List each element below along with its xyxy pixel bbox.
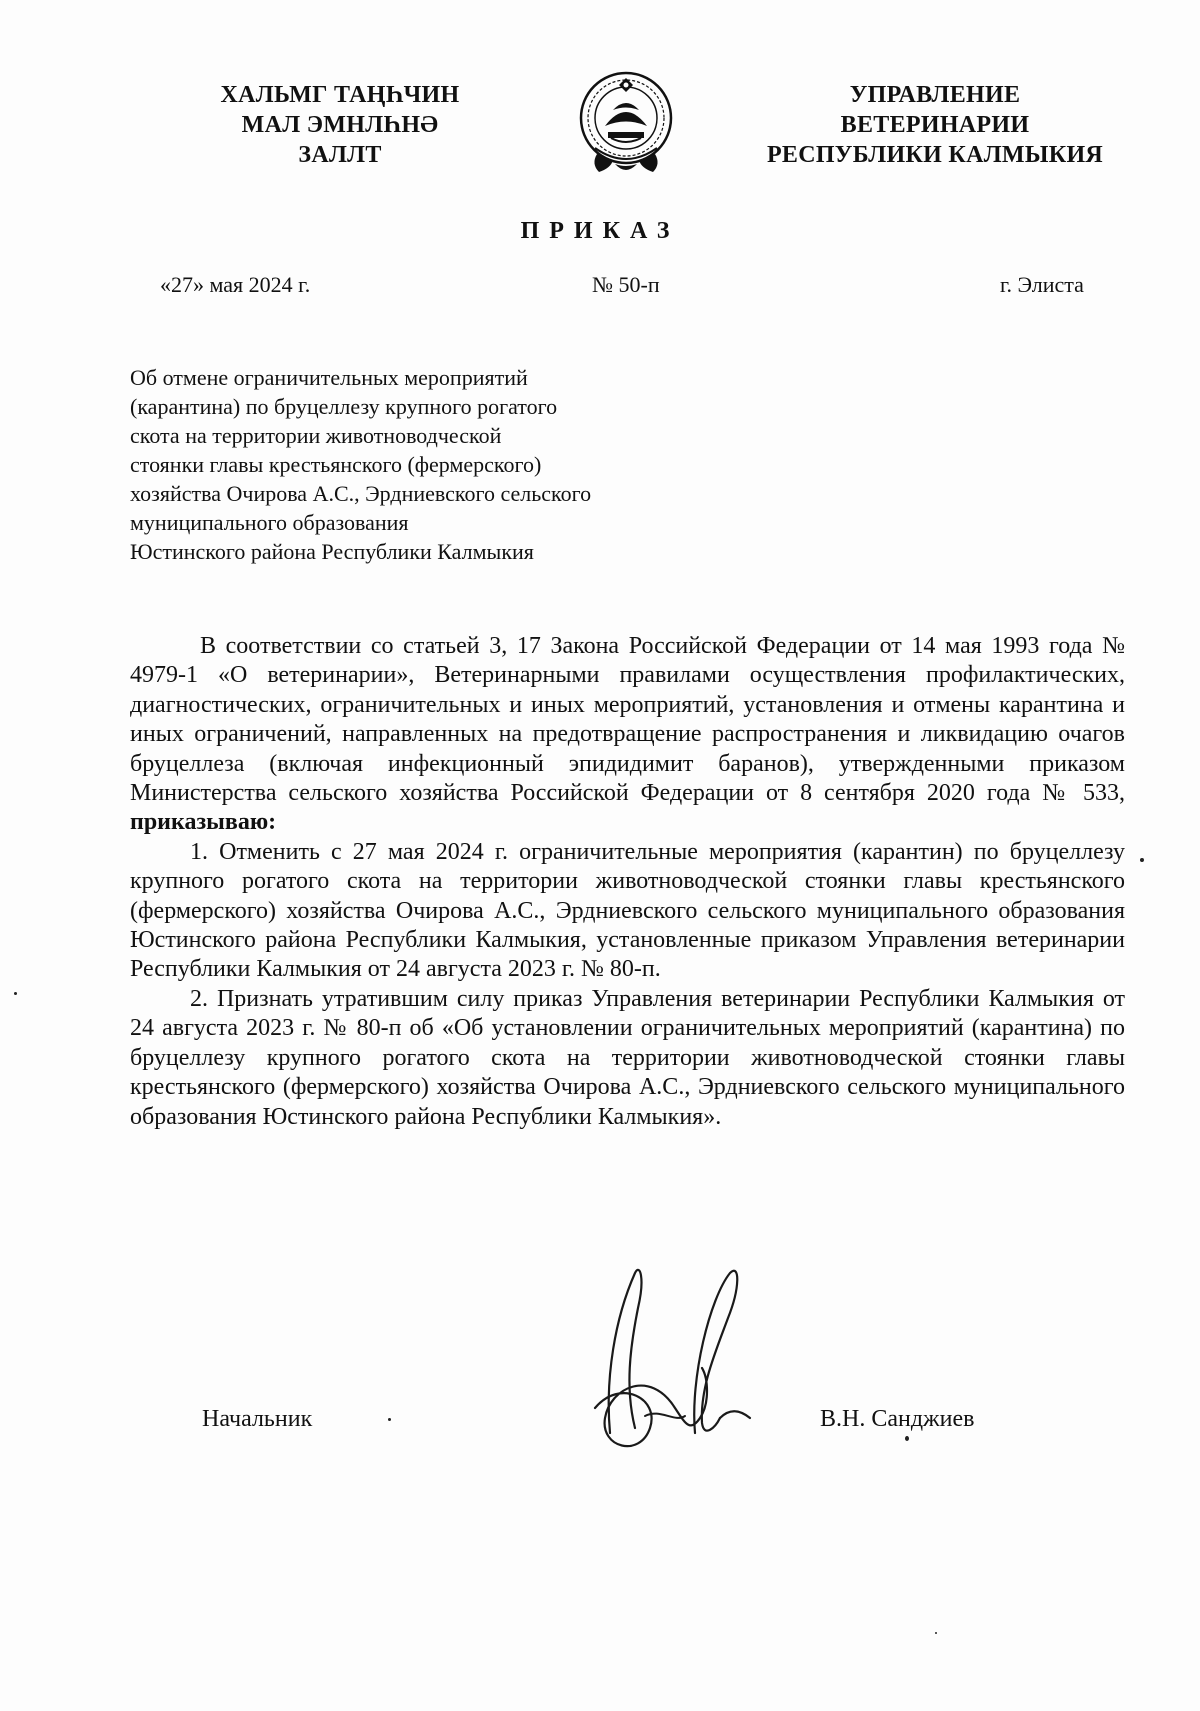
handwritten-signature (590, 1258, 780, 1468)
order-title: ПРИКАЗ (520, 218, 680, 244)
header-left-line: ЗАЛЛТ (298, 142, 382, 168)
subject-line: стоянки главы крестьянского (фермерского) (130, 452, 542, 477)
order-number: № 50-п (592, 272, 660, 297)
order-date: «27» мая 2024 г. (160, 272, 311, 297)
header-right-line: ВЕТЕРИНАРИИ (840, 112, 1030, 138)
order-item-1: 1. Отменить с 27 мая 2024 г. ограничительные мероприятия (карантин) по бруцеллезу крупного рогатого скота на территории животноводческой стоянки главы крестьянского (фермерского) хозяйства Очирова А.С., Эрдниевского сельского муниципального образования Юстинского района Республики Калмыкия, установленные приказом Управления ветеринарии Республики Калмыкия от 24 августа 2023 г. № 80-п. (130, 838, 1125, 983)
preamble-text: В соответствии со статьей 3, 17 Закона Российской Федерации от 14 мая 1993 года № 4979-1 «О ветеринарии», Ветеринарными правилами осуществления профилактических, диагностических, ограничительных и иных мероприятий, установления и отмены карантина и иных ограничений, направленных на предотвращение распространения и ликвидацию очагов бруцеллеза (включая инфекционный эпидидимит баранов), утвержденными приказом Министерства сельского хозяйства Российской Федерации от 8 сентября 2020 года № 533, (130, 633, 1125, 807)
order-city: г. Элиста (1000, 272, 1084, 297)
subject-line: Юстинского района Республики Калмыкия (130, 539, 534, 564)
subject-line: (карантина) по бруцеллезу крупного рогатого (130, 394, 558, 419)
header-left-line: ХАЛЬМГ ТАҢҺЧИН (220, 82, 460, 108)
subject-line: хозяйства Очирова А.С., Эрдниевского сельского (130, 481, 592, 506)
scan-speck (905, 1436, 909, 1441)
header-left-line: МАЛ ЭМНЛҺНӘ (241, 112, 439, 138)
order-item-2: 2. Признать утратившим силу приказ Управления ветеринарии Республики Калмыкия от 24 августа 2023 г. № 80-п об «Об установлении ограничительных мероприятий (карантина) по бруцеллезу крупного рогатого скота на территории животноводческой стоянки главы крестьянского (фермерского) хозяйства Очирова А.С., Эрдниевского сельского муниципального образования Юстинского района Республики Калмыкия». (130, 985, 1125, 1130)
scan-speck (935, 1632, 937, 1634)
signatory-title: Начальник (202, 1406, 313, 1432)
scan-speck (1140, 858, 1144, 862)
header-right-line: РЕСПУБЛИКИ КАЛМЫКИЯ (766, 142, 1104, 168)
order-body (130, 632, 1125, 1132)
coat-of-arms-icon (575, 68, 677, 182)
signatory-name: В.Н. Санджиев (820, 1406, 975, 1432)
scan-speck (388, 1418, 391, 1421)
header-right-russian (745, 80, 1125, 170)
subject-line: муниципального образования (130, 510, 409, 535)
scan-speck (14, 992, 17, 995)
header-left-kalmyk (190, 80, 490, 170)
header-right-line: УПРАВЛЕНИЕ (849, 82, 1021, 108)
preamble-paragraph (130, 632, 1125, 838)
order-word: приказываю: (130, 809, 277, 836)
subject-line: Об отмене ограничительных мероприятий (130, 365, 528, 390)
order-subject (130, 363, 690, 566)
subject-line: скота на территории животноводческой (130, 423, 502, 448)
